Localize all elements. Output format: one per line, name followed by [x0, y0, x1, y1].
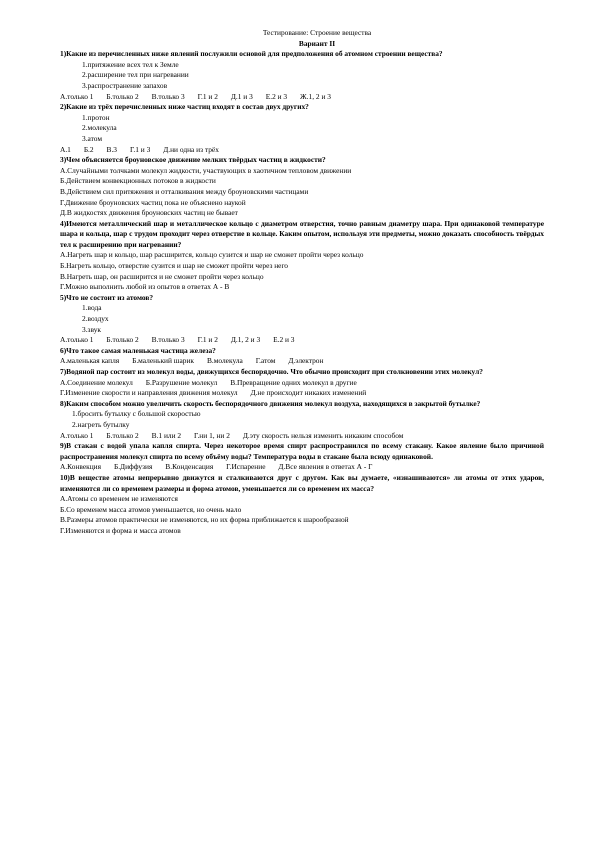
question-4	[60, 219, 544, 251]
option-line: 1.притяжение всех тел к Земле	[82, 59, 179, 69]
option-line: 1.бросить бутылку с большой скоростью	[72, 409, 201, 419]
question-number: 9)	[60, 441, 67, 451]
option-line: 3.распространение запахов	[82, 80, 168, 90]
question-number: 4)	[60, 218, 67, 228]
question-text: В веществе атомы непрерывно движутся и сталкиваются друг с другом. Как вы думаете, «изнашиваются» ли атомы от этих ударов, изменяются ли со временем размеры и форма атомов, уменьшается ли со временем их масса?	[60, 472, 544, 493]
option-line: 3.атом	[82, 133, 102, 143]
question-7	[60, 367, 544, 378]
option-line: 1.вода	[82, 303, 102, 313]
question-number: 7)	[60, 367, 67, 376]
question-10	[60, 473, 544, 494]
question-8	[60, 399, 544, 410]
answer-line: Г.Можно выполнить любой из опытов в ответах А - В	[60, 282, 230, 292]
question-number: 6)	[60, 345, 67, 355]
question-9	[60, 441, 544, 462]
answer-line: Г.Изменяются и форма и масса атомов	[60, 525, 181, 535]
option-line: 1.протон	[82, 112, 110, 122]
option-line: 3.звук	[82, 324, 101, 334]
question-number: 3)	[60, 155, 67, 165]
answer-line: А.только 1 Б.только 2 В.1 или 2 Г.ни 1, ни 2 Д.эту скорость нельзя изменить никаким способом	[60, 430, 404, 440]
answer-line: А.1 Б.2 В.3 Г.1 и 3 Д.ни одна из трёх	[60, 144, 219, 154]
answer-line: В.Размеры атомов практически не изменяются, но их форма приближается к шарообразной	[60, 515, 349, 525]
question-text: Какие из перечисленных ниже явлений послужили основой для предположения об атомном строении вещества?	[66, 49, 443, 59]
question-text: Каким способом можно увеличить скорость беспорядочного движения молекул воздуха, находящихся в закрытой бутылке?	[66, 398, 481, 408]
question-text: Имеются металлический шар и металлическое кольцо с диаметром отверстия, точно равным диаметру шара. При одинаковой температуре шара и кольца, шар с трудом проходит через отверстие в кольце. Каким опытом, используя эти предметы, можно доказать способность твёрдых тел к расширению при нагревании?	[60, 218, 544, 249]
question-number: 5)	[60, 292, 67, 302]
answer-line: А.только 1 Б.только 2 В.только 3 Г.1 и 2 Д.1 и 3 Е.2 и 3 Ж.1, 2 и 3	[60, 91, 331, 101]
answer-line: А.только 1 Б.только 2 В.только 3 Г.1 и 2 Д.1, 2 и 3 Е.2 и 3	[60, 335, 295, 345]
question-6	[60, 346, 544, 357]
question-1	[60, 49, 544, 60]
answer-line: А.Нагреть шар и кольцо, шар расширится, кольцо сузится и шар не сможет пройти через кольцо	[60, 250, 364, 260]
answer-line: Б.Со временем масса атомов уменьшается, но очень мало	[60, 504, 242, 514]
question-text: Какие из трёх перечисленных ниже частиц входят в состав двух других?	[66, 102, 309, 112]
answer-line: А.маленькая капля Б.маленький шарик В.молекула Г.атом Д.электрон	[60, 356, 324, 366]
document-title: Тестирование: Строение вещества	[262, 28, 372, 37]
answer-line: Б.Действием конвекционных потоков в жидкости	[60, 176, 216, 186]
answer-line: В.Действием сил притяжения и отталкивания между броуновскими частицами	[60, 186, 309, 196]
option-line: 2.воздух	[82, 314, 109, 324]
answer-line: А.Конвекция Б.Диффузия В.Конденсация Г.Испарение Д.Все явления в ответах А - Г	[60, 462, 373, 472]
answer-line: А.Случайными толчками молекул жидкости, участвующих в хаотичном тепловом движении	[60, 165, 352, 175]
option-line: 2.нагреть бутылку	[72, 419, 130, 429]
question-5	[60, 293, 544, 304]
question-number: 1)	[60, 49, 67, 59]
question-text: Что не состоит из атомов?	[66, 292, 154, 302]
question-number: 10)	[60, 472, 70, 482]
question-number: 8)	[60, 398, 67, 408]
question-text: Что такое самая маленькая частица железа?	[66, 345, 216, 355]
question-number: 2)	[60, 102, 67, 112]
variant-heading: Вариант II	[298, 38, 336, 48]
answer-line: В.Нагреть шар, он расширится и не сможет пройти через кольцо	[60, 271, 264, 281]
question-2	[60, 102, 544, 113]
question-3	[60, 155, 544, 166]
question-text: Чем объясняется броуновское движение мелких твёрдых частиц в жидкости?	[66, 155, 326, 165]
answer-line: Г.Изменение скорости и направления движения молекул Д.не происходит никаких изменений	[60, 388, 367, 398]
answer-line: Б.Нагреть кольцо, отверстие сузится и шар не сможет пройти через него	[60, 261, 289, 271]
answer-line: А.Соединение молекул Б.Разрушение молекул В.Превращение одних молекул в другие	[60, 377, 357, 387]
option-line: 2.расширение тел при нагревании	[82, 70, 189, 80]
document-content	[60, 28, 544, 537]
option-line: 2.молекула	[82, 123, 117, 133]
answer-line: Г.Движение броуновских частиц пока не объяснено наукой	[60, 197, 246, 207]
answer-line: Д.В жидкостях движения броуновских частиц не бывает	[60, 208, 238, 218]
question-text: В стакан с водой упала капля спирта. Через некоторое время спирт распространился по всему стакану. Какое явление было причиной распространения молекул спирта по всему объёму воды? Температура воды в стакане была всюду одинаковой.	[60, 441, 544, 461]
question-text: Водяной пар состоит из молекул воды, движущихся беспорядочно. Что обычно происходит при столкновении этих молекул?	[66, 367, 483, 376]
answer-line: А.Атомы со временем не изменяются	[60, 494, 178, 504]
